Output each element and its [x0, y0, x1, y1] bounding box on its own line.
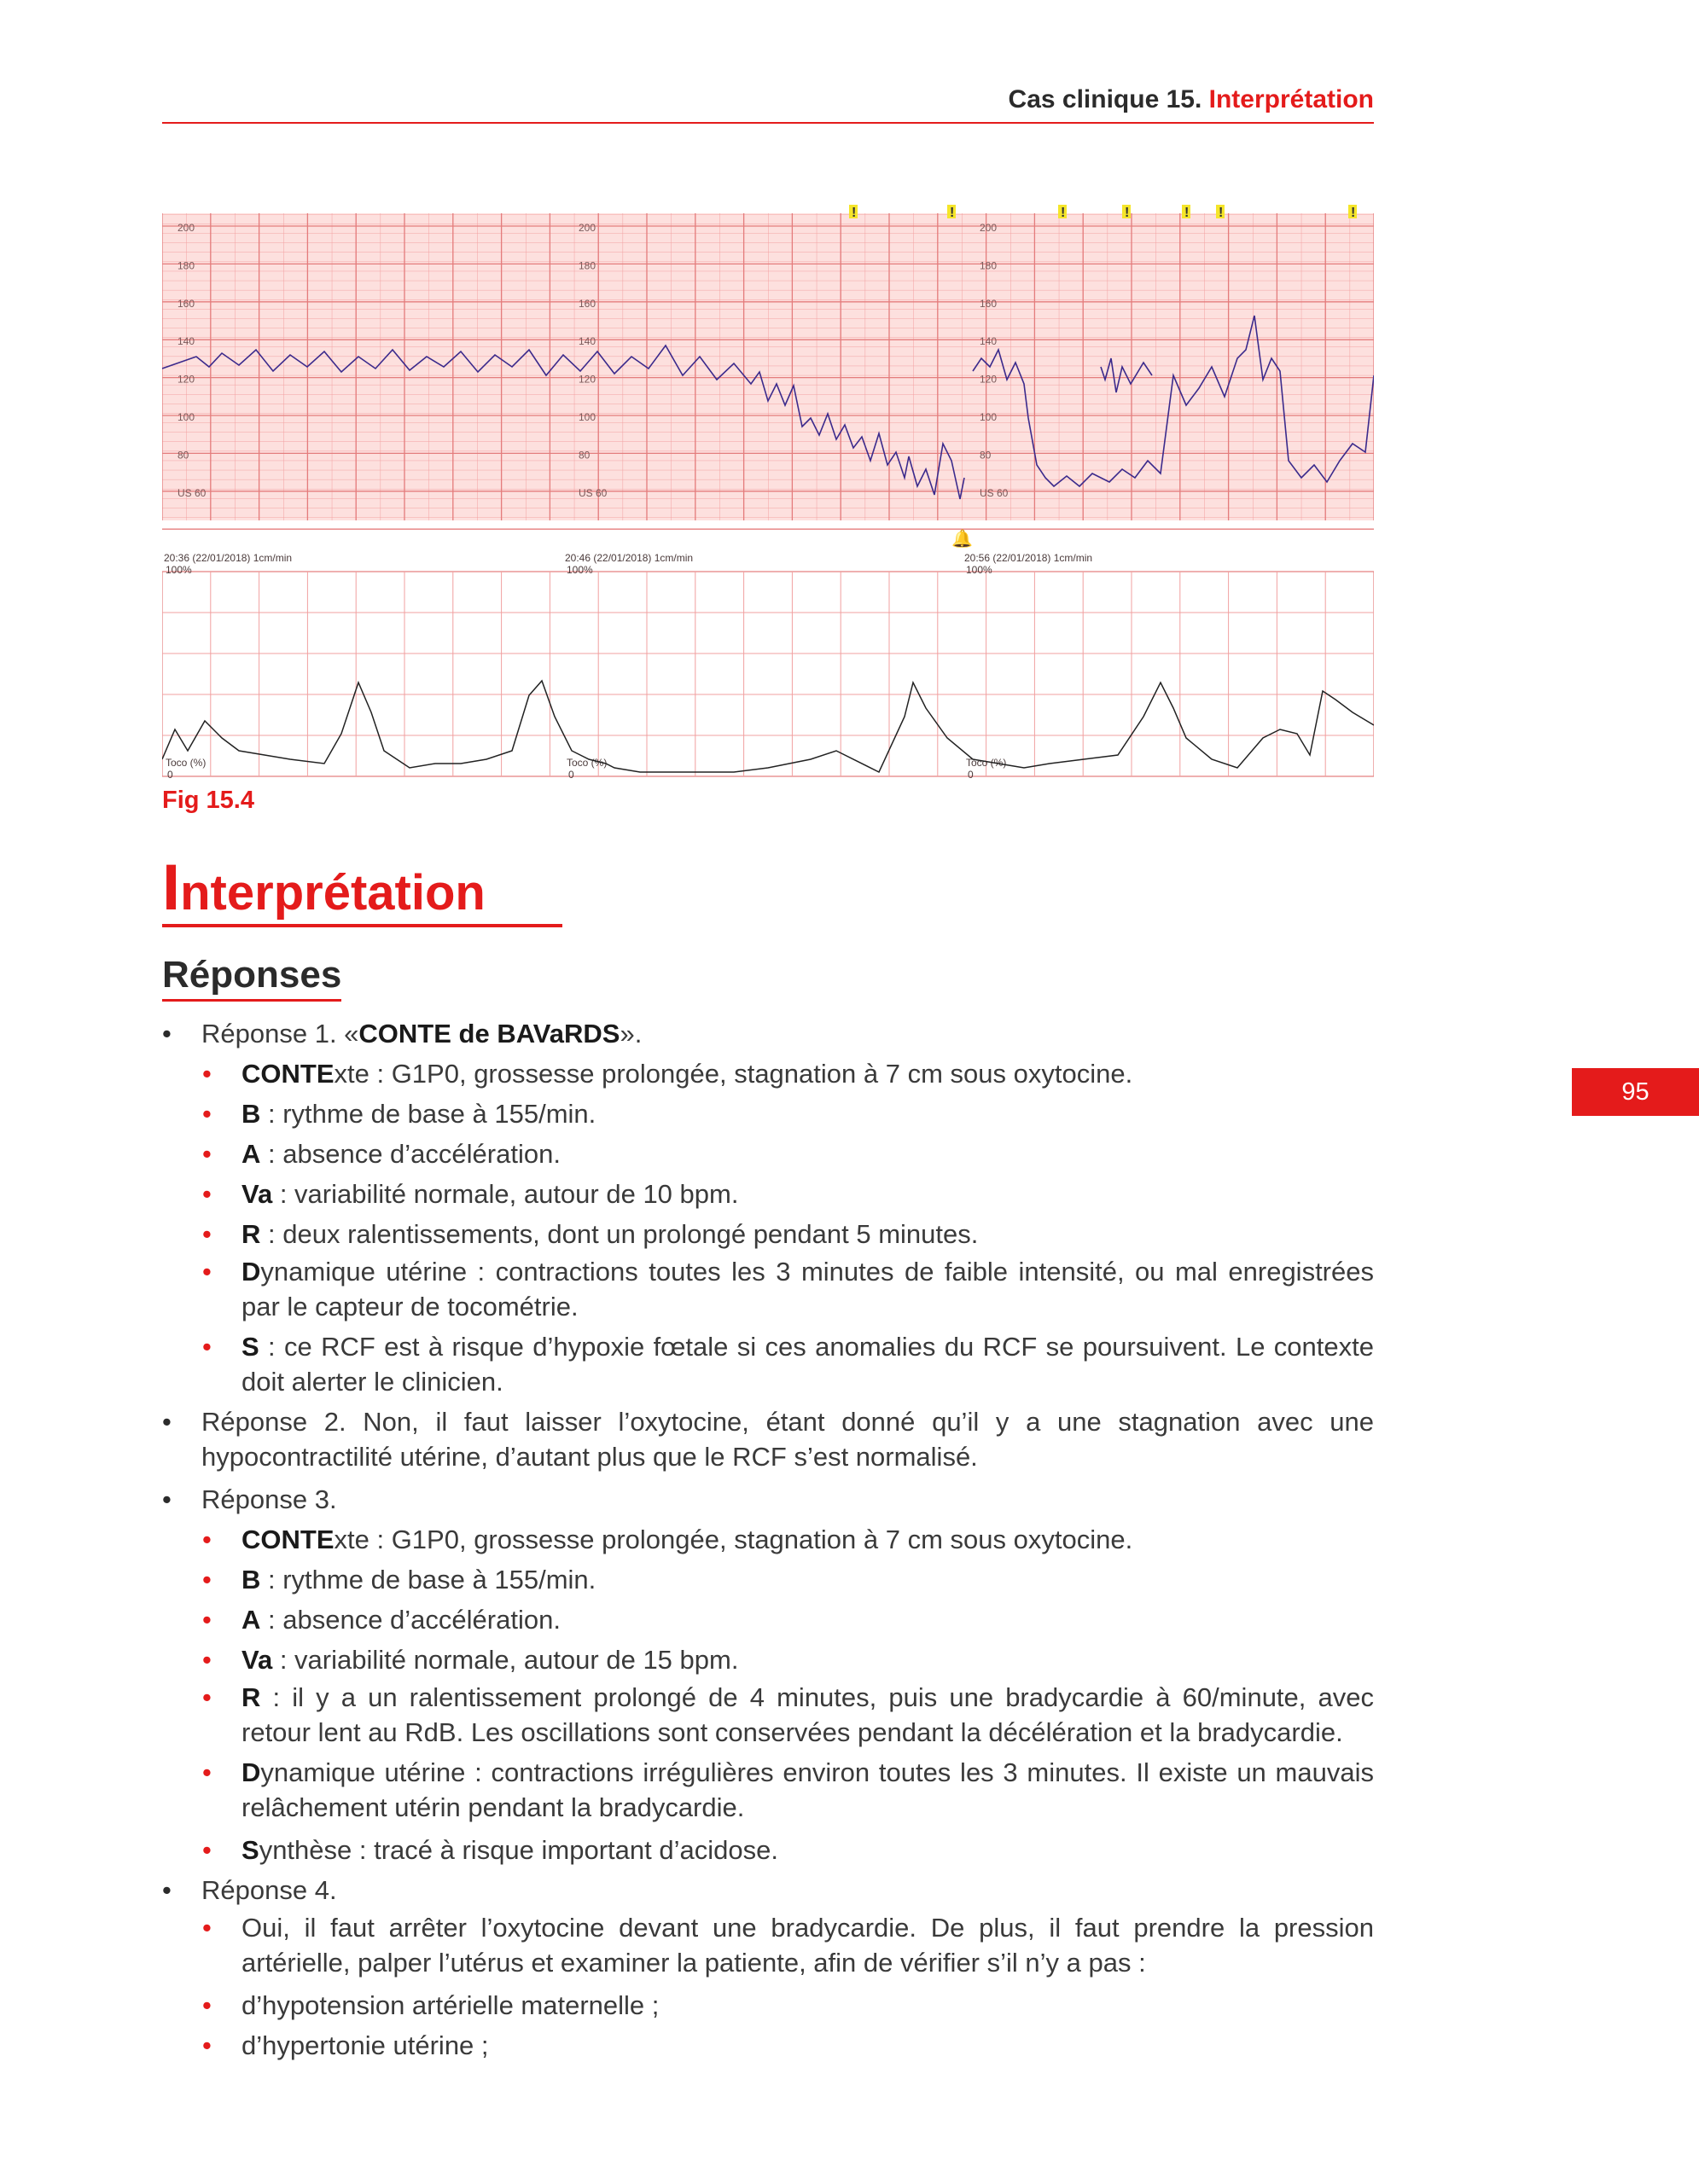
fhr-scale-label: 140 — [177, 335, 195, 348]
answer-2: • Réponse 2. Non, il faut laisser l’oxytocine, étant donné qu’il y a une stagnation avec une hypocontractilité utérine, d’autant plus que le RCF s’est normalisé. — [162, 1404, 1374, 1474]
alert-marker-glyph: ! — [1219, 206, 1224, 220]
item-key: CONTE — [241, 1525, 335, 1554]
item-text: : rythme de base à 155/min. — [260, 1565, 596, 1594]
fhr-scale-label: 160 — [177, 297, 195, 310]
fhr-scale-label: 80 — [177, 449, 189, 462]
alert-marker-glyph: ! — [1061, 206, 1066, 220]
alert-marker-glyph: ! — [1125, 206, 1130, 220]
toco-max-label: 100% — [567, 564, 593, 576]
fhr-scale-label: 200 — [579, 222, 596, 234]
answer-1-item — [162, 1174, 1374, 1214]
item-key: R — [241, 1219, 261, 1249]
answer-3-item — [162, 1560, 1374, 1600]
item-text: : rythme de base à 155/min. — [260, 1099, 596, 1129]
toco-trace-panel — [162, 552, 1374, 781]
fhr-scale-label: 100 — [579, 411, 596, 423]
page-number-tab: 95 — [1572, 1068, 1699, 1116]
answer-1-item — [162, 1329, 1374, 1399]
fhr-scale-label: US 60 — [177, 486, 207, 499]
running-head-section: Interprétation — [1208, 85, 1374, 113]
item-text: : deux ralentissements, dont un prolongé pendant 5 minutes. — [260, 1219, 979, 1249]
answer-3-item — [162, 1680, 1374, 1750]
alert-marker-glyph: ! — [1184, 206, 1190, 220]
item-key: S — [241, 1332, 259, 1362]
fhr-scale-label: 160 — [579, 297, 596, 310]
fhr-scale-label: 80 — [579, 449, 591, 462]
fhr-scale-label: 180 — [980, 259, 998, 272]
bell-icon: 🔔 — [951, 528, 973, 549]
answer-4: • Réponse 4. — [162, 1870, 1374, 1910]
item-text: : il y a un ralentissement prolongé de 4 minutes, puis une bradycardie à 60/minute, avec retour lent au RdB. Les oscillations sont conservées pendant la décélération et la bradycardie. — [241, 1682, 1374, 1747]
alert-marker-glyph: ! — [1351, 206, 1356, 220]
section-title — [162, 851, 562, 927]
section-subtitle: Réponses — [162, 951, 341, 1002]
item-key: A — [241, 1139, 261, 1169]
item-text: xte : G1P0, grossesse prolongée, stagnation à 7 cm sous oxytocine. — [334, 1525, 1133, 1554]
item-text: : variabilité normale, autour de 10 bpm. — [272, 1179, 739, 1209]
fhr-scale-label: 200 — [177, 222, 195, 234]
fhr-scale-label: 120 — [980, 373, 998, 386]
item-text: : ce RCF est à risque d’hypoxie fœtale si ces anomalies du RCF se poursuivent. Le contexte doit alerter le clinicien. — [241, 1332, 1374, 1397]
item-text: : absence d’accélération. — [260, 1605, 561, 1635]
answer-3-item — [162, 1755, 1374, 1825]
item-key: Va — [241, 1179, 273, 1209]
toco-zero-label: 0 — [167, 769, 173, 781]
fhr-scale-label: 140 — [980, 335, 998, 348]
answers-list — [162, 1014, 1374, 2065]
fhr-scale-label: 160 — [980, 297, 998, 310]
fhr-scale-label: 120 — [579, 373, 596, 386]
answer-1-item — [162, 1134, 1374, 1174]
answer-3-item — [162, 1600, 1374, 1640]
toco-max-label: 100% — [966, 564, 992, 576]
header-rule — [162, 122, 1374, 124]
fhr-scale-label: US 60 — [980, 486, 1009, 499]
fhr-scale-label: 180 — [177, 259, 195, 272]
fhr-trace-panel — [162, 205, 1374, 529]
answer-1-mnemonic: CONTE de BAVaRDS — [358, 1019, 620, 1048]
fhr-scale-label: 100 — [177, 411, 195, 423]
toco-max-label: 100% — [166, 564, 192, 576]
item-key: R — [241, 1682, 261, 1712]
item-text: ynamique utérine : contractions irrégulières environ toutes les 3 minutes. Il existe un mauvais relâchement utérin pendant la bradycardie. — [241, 1757, 1374, 1822]
answer-3-item — [162, 1640, 1374, 1680]
answer-1-item — [162, 1254, 1374, 1324]
answer-3-item — [162, 1830, 1374, 1870]
section-title-rest: nterprétation — [180, 865, 486, 921]
ctg-figure — [162, 205, 1374, 785]
toco-zero-label: 0 — [568, 769, 574, 781]
item-key: CONTE — [241, 1059, 335, 1089]
fhr-scale-label: 80 — [980, 449, 992, 462]
running-head-case: Cas clinique 15. — [1008, 85, 1202, 113]
alert-marker-glyph: ! — [852, 206, 857, 220]
item-text: : absence d’accélération. — [260, 1139, 561, 1169]
fhr-scale-label: 180 — [579, 259, 596, 272]
panel-timestamp: 20:56 (22/01/2018) 1cm/min — [964, 552, 1093, 564]
toco-axis-label: Toco (%) — [567, 757, 608, 769]
item-key: A — [241, 1605, 261, 1635]
fhr-scale-label: 140 — [579, 335, 596, 348]
answer-1-intro: Réponse 1. « — [201, 1019, 359, 1048]
figure-caption: Fig 15.4 — [162, 787, 254, 814]
toco-axis-label: Toco (%) — [966, 757, 1007, 769]
answer-3-item — [162, 1519, 1374, 1560]
section-title-initial: I — [162, 851, 181, 924]
item-key: D — [241, 1257, 261, 1287]
answer-1-item — [162, 1054, 1374, 1094]
panel-timestamp: 20:46 (22/01/2018) 1cm/min — [565, 552, 694, 564]
answer-1-item — [162, 1094, 1374, 1134]
running-head — [162, 85, 1374, 114]
answer-4-item: • d’hypertonie utérine ; — [162, 2025, 1374, 2065]
answer-1-end: ». — [620, 1019, 643, 1048]
fhr-scale-label: 200 — [980, 222, 998, 234]
item-key: D — [241, 1757, 261, 1787]
item-text: : variabilité normale, autour de 15 bpm. — [272, 1645, 739, 1675]
item-key: Va — [241, 1645, 273, 1675]
item-text: ynamique utérine : contractions toutes les 3 minutes de faible intensité, ou mal enregistrées par le capteur de tocométrie. — [241, 1257, 1374, 1321]
fhr-scale-label: 100 — [980, 411, 998, 423]
item-key: B — [241, 1099, 261, 1129]
toco-axis-label: Toco (%) — [166, 757, 207, 769]
toco-zero-label: 0 — [968, 769, 974, 781]
answer-1 — [162, 1014, 1374, 1054]
answer-3: • Réponse 3. — [162, 1479, 1374, 1519]
item-text: ynthèse : tracé à risque important d’acidose. — [259, 1835, 778, 1865]
fhr-scale-label: US 60 — [579, 486, 608, 499]
answer-4-item: • Oui, il faut arrêter l’oxytocine devant une bradycardie. De plus, il faut prendre la pression artérielle, palper l’utérus et examiner la patiente, afin de vérifier s’il n’y a pas : — [162, 1910, 1374, 1980]
panel-timestamp: 20:36 (22/01/2018) 1cm/min — [164, 552, 293, 564]
item-key: S — [241, 1835, 259, 1865]
answer-4-item: • d’hypotension artérielle maternelle ; — [162, 1985, 1374, 2025]
fhr-scale-label: 120 — [177, 373, 195, 386]
item-key: B — [241, 1565, 261, 1594]
item-text: xte : G1P0, grossesse prolongée, stagnation à 7 cm sous oxytocine. — [334, 1059, 1133, 1089]
alert-marker-glyph: ! — [950, 206, 955, 220]
answer-1-item — [162, 1214, 1374, 1254]
